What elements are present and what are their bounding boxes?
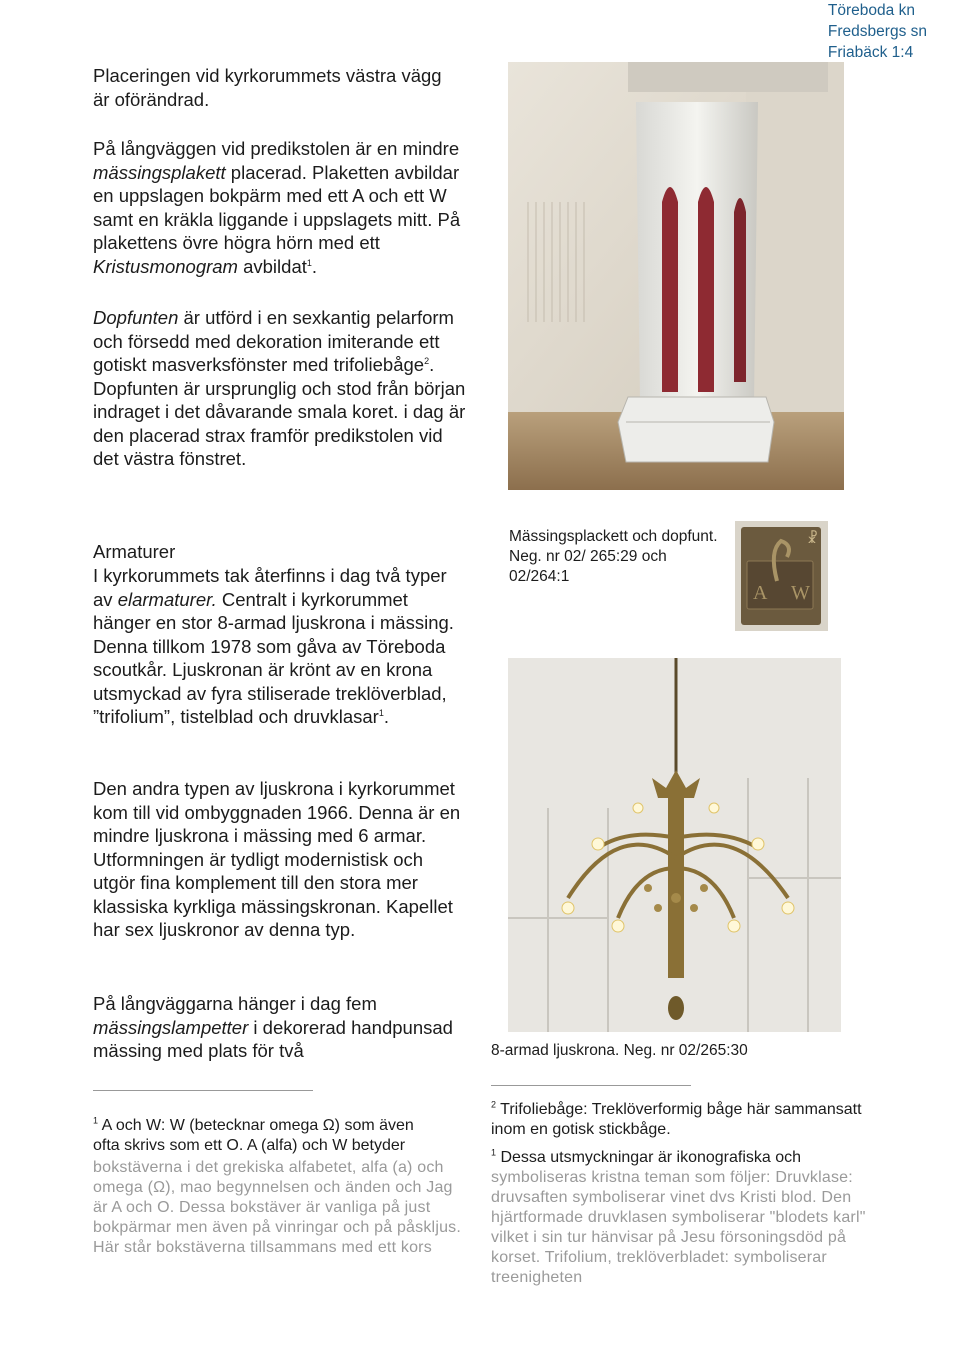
para-armaturer: I kyrkorummets tak återfinns i dag två typer av elarmaturer. Centralt i kyrkorummet hänger en stor 8-armad ljuskrona i mässing. Denna tillkom 1978 som gåva av Töreboda scoutkår. Ljuskronan är krönt av en krona utsmyckad av fyra stiliserade treklöverblad, ”trifolium”, tistelblad och druvklasar$^1$. [93, 565, 454, 727]
para-sconces: På långväggarna hänger i dag fem mässingslampetter i dekorerad handpunsad mässing med plats för två [93, 993, 453, 1061]
para-font: Dopfunten är utförd i en sexkantig pelarform och försedd med dekoration imiterande ett gotiskt masverksfönster med trifoliebåge$^2$. Dopfunten är ursprunglig och stod från början indraget i det dåvarande smala koret. i dag är den placerad strax framför predikstolen vid det västra fönstret. [93, 307, 466, 469]
term-kristusmonogram: Kristusmonogram [93, 255, 238, 277]
heading-armaturer: Armaturer [93, 541, 176, 562]
svg-text:W: W [791, 582, 810, 604]
para-plaque: På långväggen vid predikstolen är en mindre mässingsplakett placerad. Plaketten avbildar en uppslagen bokpärm med ett A och ett W samt en kräkla liggande i uppslagets mitt. På plakettens övre högra hörn med ett Kristusmonogram avbildat$^1$. [93, 138, 461, 277]
term-elarmaturer: elarmaturer. [117, 588, 217, 610]
plaque-photo-svg [735, 521, 828, 631]
header-property: Friabäck 1:4 [827, 44, 914, 61]
header-municipality: Töreboda kn [827, 2, 915, 19]
header-parish: Fredsbergs sn [827, 23, 927, 40]
chandelier-photo [508, 658, 841, 1032]
footnote-1-faded: bokstäverna i det grekiska alfabetet, alfa (a) och omega (Ω), mao begynnelsen och änden och Jag är A och O. Dessa bokstäver är vanliga på just bokpärmar men även på vinringar och på påskljus. Här står bokstäverna tillsammans med ett kors [93, 1159, 462, 1256]
footnote-2: $^2$ Trifoliebåge: Treklöverformig båge här sammansatt inom en gotisk stickbåge. [491, 1099, 862, 1138]
para-modern-chandelier: Den andra typen av ljuskrona i kyrkorummet kom till vid ombyggnaden 1966. Denna är en mindre ljuskrona i mässing med 6 armar. Utformningen är tydligt modernistisk och utgör fina komplement till den stora mer klassiska kyrkliga mässingskronan. Kapellet har sex ljuskronor av denna typ. [93, 778, 461, 940]
page-header [828, 0, 927, 63]
term-plaque: mässingsplakett [93, 161, 226, 183]
caption-chandelier: 8-armad ljuskrona. Neg. nr 02/265:30 [491, 1042, 748, 1059]
svg-text:☧: ☧ [807, 532, 818, 547]
footnote-3-faded: symboliseras kristna teman som följer: Druvklase: druvsaften symboliserar vinet dvs Kristi blod. Den hjärtformade druvklasen symboliserar "blodets karl" vilket i sin tur hänvisar på Jesu försoningsdöd på korset. Trifolium, treklöverbladet: symboliserar treenigheten [491, 1169, 866, 1286]
footnote-rule-right [491, 1085, 691, 1086]
footnote-3: $^1$ Dessa utsmyckningar är ikonografiska och symboliseras kristna teman som följer: Druvklase: druvsaften symboliserar vinet dvs Kristi blod. Den hjärtformade druvklasen symboliserar "blodets karl" vilket i sin tur hänvisar på Jesu försoningsdöd på korset. Trifolium, treklöverbladet: symboliserar treenigheten [491, 1148, 871, 1288]
term-sconces: mässingslampetter [93, 1016, 249, 1038]
footnote-1: $^1$ A och W: W (betecknar omega Ω) som även ofta skrivs som ett O. A (alfa) och W betyder bokstäverna i det grekiska alfabetet, alfa (a) och omega (Ω), mao begynnelsen och änden och Jag är A och O. Dessa bokstäver är vanliga på just bokpärmar men även på vinringar och på påskljus. Här står bokstäverna tillsammans med ett kors [93, 1116, 468, 1258]
plaque-photo [735, 521, 828, 631]
footnote-rule-left [93, 1090, 313, 1091]
font-photo [508, 62, 844, 490]
para-placement: Placeringen vid kyrkorummets västra vägg är oförändrad. [93, 65, 442, 110]
footnote-ref-1: 1 [306, 257, 312, 268]
footnote-ref-2: 2 [424, 355, 430, 366]
font-photo-svg [508, 62, 844, 490]
svg-text:A: A [753, 582, 768, 604]
term-dopfunten: Dopfunten [93, 307, 179, 328]
footnote-ref-1b: 1 [378, 707, 384, 718]
chandelier-photo-svg [508, 658, 841, 1032]
caption-plaque: Mässingsplackett och dopfunt. Neg. nr 02/ 265:29 och 02/264:1 [509, 528, 718, 585]
